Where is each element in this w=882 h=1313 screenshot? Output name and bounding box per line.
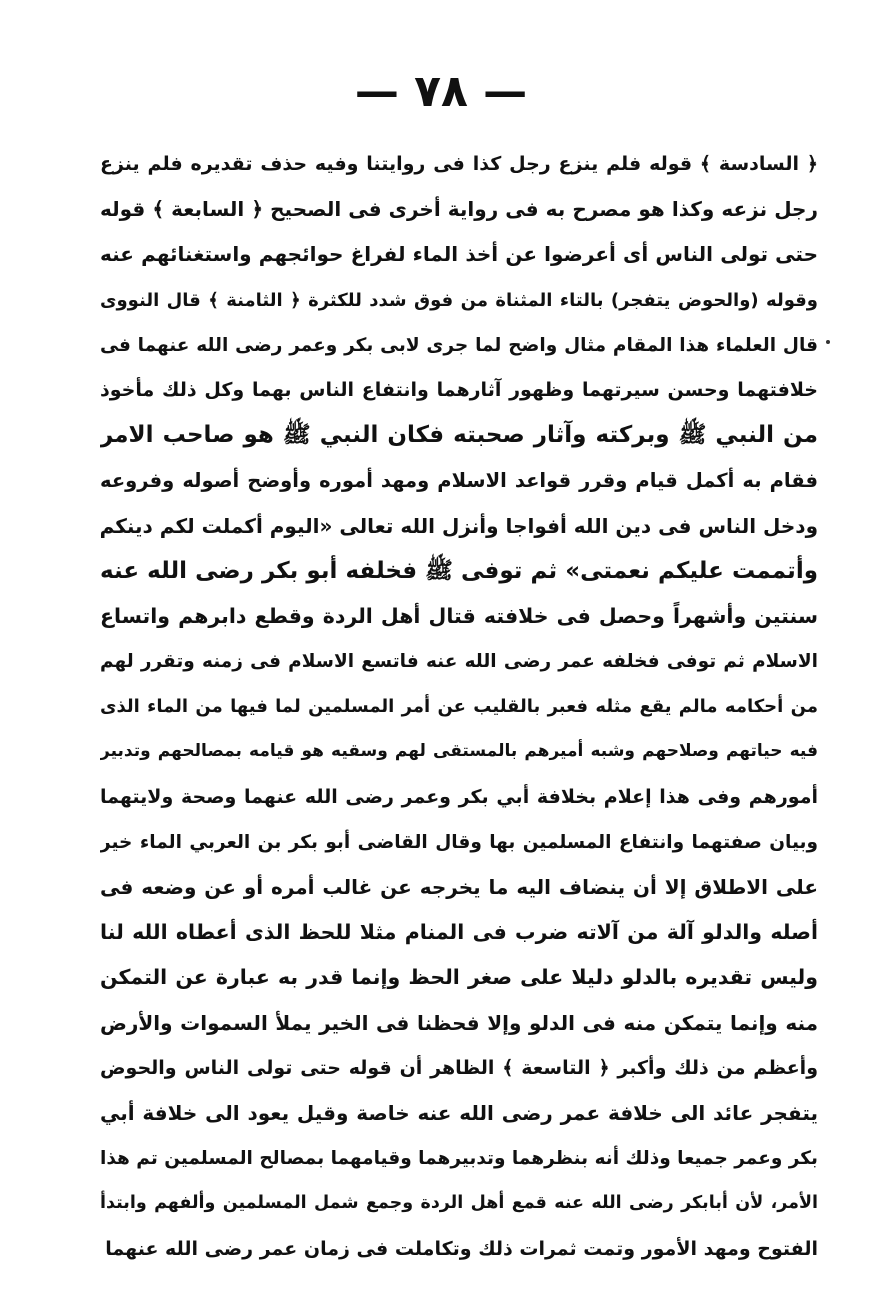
text-line: حتى تولى الناس أى أعرضوا عن أخذ الماء لفراغ حوائجهم واستغنائهم عنه (100, 242, 818, 267)
text-line: وليس تقديره بالدلو دليلا على صغر الحظ وإنما قدر به عبارة عن التمكن (100, 965, 818, 990)
margin-dot (826, 340, 830, 344)
text-line: ودخل الناس فى دين الله أفواجا وأنزل الله تعالى «اليوم أكملت لكم دينكم (100, 513, 818, 538)
text-line: ﴿ السادسة ﴾ قوله فلم ينزع رجل كذا فى روايتنا وفيه حذف تقديره فلم ينزع (100, 153, 818, 175)
page-number: — ٧٨ — (354, 66, 528, 117)
text-line: من النبي ﷺ وبركته وآثار صحبته فكان النبي ﷺ هو صاحب الامر (100, 422, 818, 449)
text-line: منه وإنما يتمكن منه فى الدلو وإلا فحظنا فى الخير يملأ السموات والأرض (100, 1010, 818, 1035)
text-line: أصله والدلو آلة من آلاته ضرب فى المنام مثلا للحظ الذى أعطاه الله لنا (100, 920, 818, 945)
text-line: الفتوح ومهد الأمور وتمت ثمرات ذلك وتكاملت فى زمان عمر رضى الله عنهما (105, 1237, 818, 1260)
text-line: وأتممت عليكم نعمتى» ثم توفى ﷺ فخلفه أبو بكر رضى الله عنه (100, 557, 818, 584)
text-line: يتفجر عائد الى خلافة عمر رضى الله عنه خاصة وقيل يعود الى خلافة أبي (100, 1100, 818, 1125)
text-line: فقام به أكمل قيام وقرر قواعد الاسلام ومهد أموره وأوضح أصوله وفروعه (100, 469, 818, 493)
text-line: رجل نزعه وكذا هو مصرح به فى رواية أخرى فى الصحيح ﴿ السابعة ﴾ قوله (100, 197, 818, 222)
text-line: الاسلام ثم توفى فخلفه عمر رضى الله عنه فاتسع الاسلام فى زمنه وتقرر لهم (100, 651, 818, 673)
text-line: الأمر، لأن أبابكر رضى الله عنه قمع أهل الردة وجمع شمل المسلمين وألفهم وابتدأ (100, 1193, 818, 1214)
text-line: قال العلماء هذا المقام مثال واضح لما جرى لابى بكر وعمر رضى الله عنهما فى (100, 334, 818, 356)
text-line: من أحكامه مالم يقع مثله فعبر بالقليب عن أمر المسلمين لما فيها من الماء الذى (100, 696, 818, 718)
text-line: أمورهم وفى هذا إعلام بخلافة أبي بكر وعمر رضى الله عنهما وصحة ولايتهما (100, 785, 818, 808)
text-line: على الاطلاق إلا أن ينضاف اليه ما يخرجه عن غالب أمره أو عن وضعه فى (100, 875, 818, 899)
text-line: وأعظم من ذلك وأكبر ﴿ التاسعة ﴾ الظاهر أن قوله حتى تولى الناس والحوض (100, 1056, 818, 1079)
text-line: وبيان صفتهما وانتفاع المسلمين بها وقال القاضى أبو بكر بن العربي الماء خير (100, 831, 818, 853)
arabic-body-text (100, 142, 818, 1272)
text-line: وقوله (والحوض يتفجر) بالتاء المثناة من فوق شدد للكثرة ﴿ الثامنة ﴾ قال النووى (100, 289, 818, 311)
text-line: خلافتهما وحسن سيرتهما وظهور آثارهما وانتفاع الناس بهما وكل ذلك مأخوذ (100, 378, 818, 401)
text-line: فيه حياتهم وصلاحهم وشبه أميرهم بالمستقى لهم وسقيه هو قيامه بمصالحهم وتدبير (100, 741, 818, 762)
text-line: سنتين وأشهراً وحصل فى خلافته قتال أهل الردة وقطع دابرهم واتساع (100, 603, 818, 628)
text-line: بكر وعمر جميعا وذلك أنه بنظرهما وتدبيرهما وقيامهما بمصالح المسلمين تم هذا (100, 1148, 818, 1170)
